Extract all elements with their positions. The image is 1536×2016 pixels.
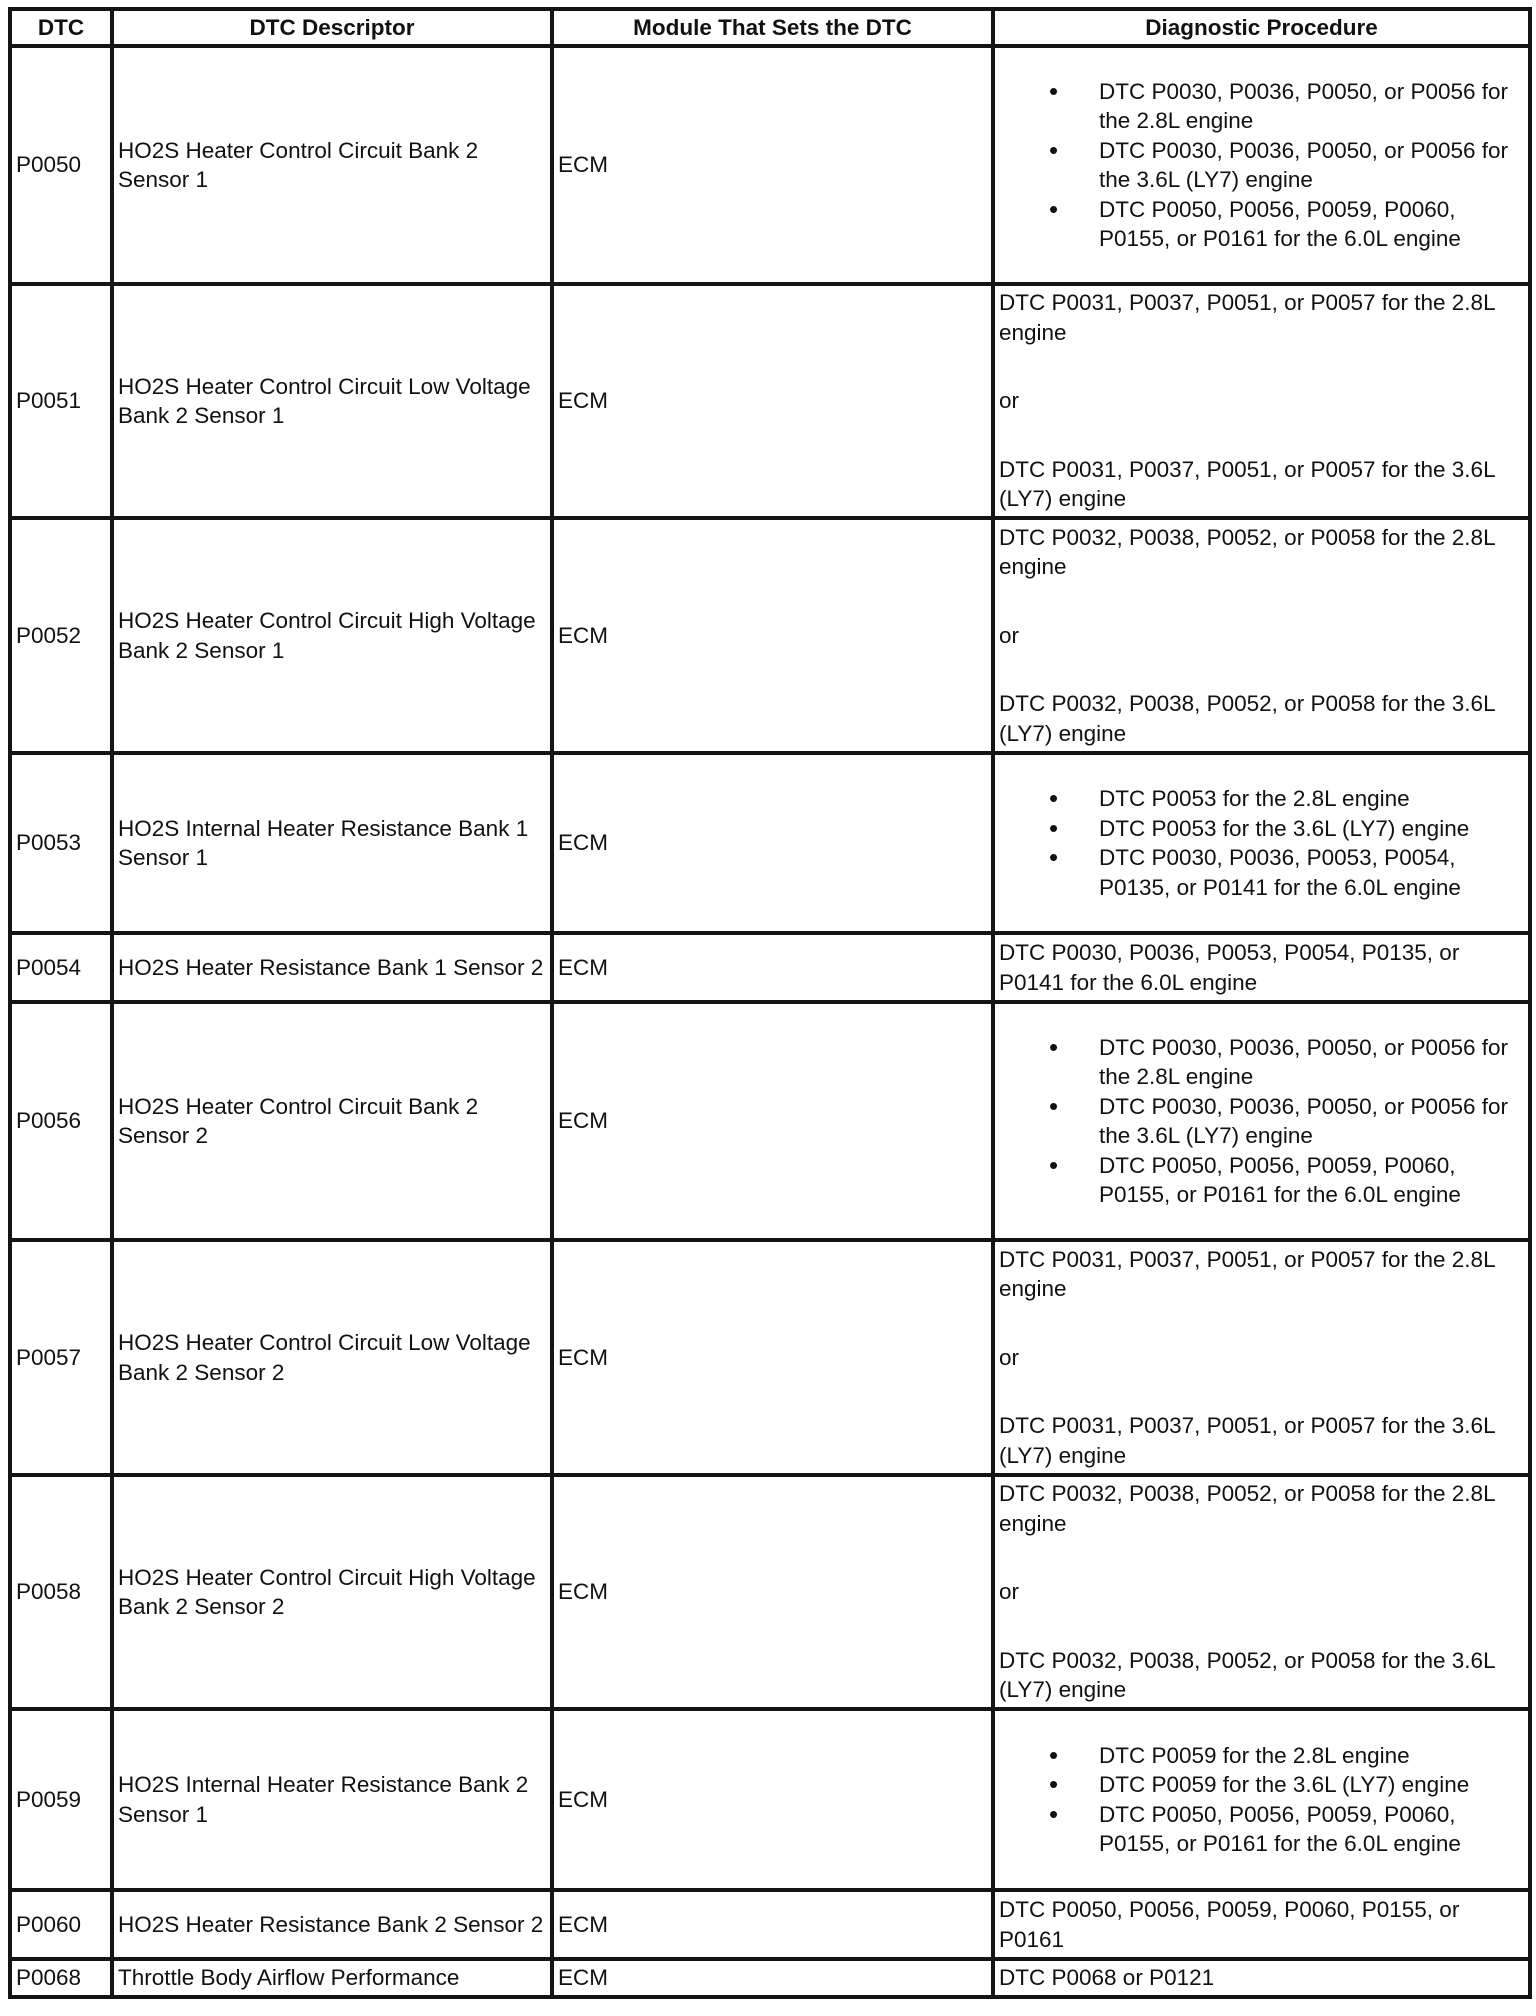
procedure-bullet: • DTC P0050, P0056, P0059, P0060, P0155, or P0161 for the 6.0L engine bbox=[1099, 195, 1524, 254]
dtc-descriptor: HO2S Heater Control Circuit Low Voltage Bank 2 Sensor 1 bbox=[112, 284, 552, 518]
procedure-or: or bbox=[999, 388, 1020, 414]
dtc-code: P0068 bbox=[10, 1959, 112, 1997]
table-row bbox=[10, 1890, 1530, 1959]
header-module: Module That Sets the DTC bbox=[552, 9, 993, 46]
procedure-bullet: • DTC P0030, P0036, P0050, or P0056 for the 3.6L (LY7) engine bbox=[1099, 1092, 1524, 1151]
diagnostic-procedure bbox=[993, 1002, 1530, 1240]
module-name: ECM bbox=[552, 46, 993, 284]
procedure-or: or bbox=[999, 1579, 1020, 1605]
dtc-descriptor: HO2S Internal Heater Resistance Bank 1 Sensor 1 bbox=[112, 753, 552, 933]
module-name: ECM bbox=[552, 1959, 993, 1997]
header-procedure: Diagnostic Procedure bbox=[993, 9, 1530, 46]
module-name: ECM bbox=[552, 518, 993, 753]
dtc-descriptor: HO2S Internal Heater Resistance Bank 2 Sensor 1 bbox=[112, 1709, 552, 1890]
diagnostic-procedure bbox=[993, 1709, 1530, 1890]
procedure-or: or bbox=[999, 622, 1020, 648]
procedure-option: DTC P0031, P0037, P0051, or P0057 for the 2.8L engine bbox=[999, 290, 1495, 345]
procedure-bullet: • DTC P0059 for the 3.6L (LY7) engine bbox=[1099, 1770, 1524, 1800]
diagnostic-procedure: DTC P0050, P0056, P0059, P0060, P0155, or P0161 bbox=[993, 1890, 1530, 1959]
dtc-code: P0056 bbox=[10, 1002, 112, 1240]
module-name: ECM bbox=[552, 1709, 993, 1890]
diagnostic-procedure bbox=[993, 46, 1530, 284]
diagnostic-procedure bbox=[993, 753, 1530, 933]
module-name: ECM bbox=[552, 1240, 993, 1475]
procedure-bullet: • DTC P0030, P0036, P0050, or P0056 for the 3.6L (LY7) engine bbox=[1099, 136, 1524, 195]
dtc-descriptor: Throttle Body Airflow Performance bbox=[112, 1959, 552, 1997]
procedure-option: DTC P0031, P0037, P0051, or P0057 for the 3.6L (LY7) engine bbox=[999, 456, 1495, 512]
procedure-bullet-list bbox=[999, 1033, 1524, 1210]
procedure-bullet: • DTC P0059 for the 2.8L engine bbox=[1099, 1741, 1524, 1771]
procedure-bullet-list bbox=[999, 784, 1524, 902]
dtc-descriptor: HO2S Heater Resistance Bank 1 Sensor 2 bbox=[112, 933, 552, 1002]
procedure-option: DTC P0032, P0038, P0052, or P0058 for the 2.8L engine bbox=[999, 1481, 1495, 1536]
procedure-option: DTC P0031, P0037, P0051, or P0057 for the 3.6L (LY7) engine bbox=[999, 1413, 1495, 1468]
module-name: ECM bbox=[552, 1002, 993, 1240]
module-name: ECM bbox=[552, 284, 993, 518]
procedure-or: or bbox=[999, 1344, 1020, 1370]
dtc-code: P0054 bbox=[10, 933, 112, 1002]
procedure-bullet: • DTC P0053 for the 3.6L (LY7) engine bbox=[1099, 814, 1524, 844]
procedure-bullet-list bbox=[999, 1741, 1524, 1859]
dtc-code: P0058 bbox=[10, 1475, 112, 1709]
table-row bbox=[10, 1240, 1530, 1475]
diagnostic-procedure: DTC P0030, P0036, P0053, P0054, P0135, or P0141 for the 6.0L engine bbox=[993, 933, 1530, 1002]
dtc-descriptor: HO2S Heater Control Circuit High Voltage Bank 2 Sensor 1 bbox=[112, 518, 552, 753]
dtc-code: P0057 bbox=[10, 1240, 112, 1475]
dtc-code: P0052 bbox=[10, 518, 112, 753]
dtc-code: P0051 bbox=[10, 284, 112, 518]
dtc-table-wrapper bbox=[8, 7, 1532, 1999]
dtc-descriptor: HO2S Heater Control Circuit Bank 2 Sensor 1 bbox=[112, 46, 552, 284]
dtc-code: P0053 bbox=[10, 753, 112, 933]
diagnostic-procedure bbox=[993, 518, 1530, 753]
module-name: ECM bbox=[552, 753, 993, 933]
procedure-option: DTC P0031, P0037, P0051, or P0057 for the 2.8L engine bbox=[999, 1246, 1495, 1302]
dtc-descriptor: HO2S Heater Resistance Bank 2 Sensor 2 bbox=[112, 1890, 552, 1959]
dtc-descriptor: HO2S Heater Control Circuit High Voltage Bank 2 Sensor 2 bbox=[112, 1475, 552, 1709]
table-row bbox=[10, 1002, 1530, 1240]
table-row bbox=[10, 753, 1530, 933]
header-row bbox=[10, 9, 1530, 46]
module-name: ECM bbox=[552, 1475, 993, 1709]
table-row bbox=[10, 518, 1530, 753]
procedure-bullet: • DTC P0030, P0036, P0050, or P0056 for the 2.8L engine bbox=[1099, 77, 1524, 136]
header-dtc: DTC bbox=[10, 9, 112, 46]
procedure-option: DTC P0032, P0038, P0052, or P0058 for the 3.6L (LY7) engine bbox=[999, 1647, 1495, 1703]
module-name: ECM bbox=[552, 933, 993, 1002]
procedure-bullet: • DTC P0030, P0036, P0053, P0054, P0135, or P0141 for the 6.0L engine bbox=[1099, 843, 1524, 902]
procedure-option: DTC P0032, P0038, P0052, or P0058 for the 2.8L engine bbox=[999, 524, 1495, 580]
dtc-code: P0050 bbox=[10, 46, 112, 284]
diagnostic-procedure bbox=[993, 1475, 1530, 1709]
dtc-descriptor: HO2S Heater Control Circuit Low Voltage Bank 2 Sensor 2 bbox=[112, 1240, 552, 1475]
procedure-option: DTC P0032, P0038, P0052, or P0058 for the 3.6L (LY7) engine bbox=[999, 691, 1495, 746]
dtc-table bbox=[8, 7, 1532, 1999]
procedure-bullet-list bbox=[999, 77, 1524, 254]
diagnostic-procedure bbox=[993, 1240, 1530, 1475]
diagnostic-procedure bbox=[993, 284, 1530, 518]
procedure-bullet: • DTC P0050, P0056, P0059, P0060, P0155, or P0161 for the 6.0L engine bbox=[1099, 1800, 1524, 1859]
table-row bbox=[10, 933, 1530, 1002]
table-row bbox=[10, 1709, 1530, 1890]
procedure-bullet: • DTC P0050, P0056, P0059, P0060, P0155, or P0161 for the 6.0L engine bbox=[1099, 1151, 1524, 1210]
dtc-code: P0060 bbox=[10, 1890, 112, 1959]
procedure-bullet: • DTC P0030, P0036, P0050, or P0056 for the 2.8L engine bbox=[1099, 1033, 1524, 1092]
table-row bbox=[10, 284, 1530, 518]
table-row bbox=[10, 1959, 1530, 1997]
header-descriptor: DTC Descriptor bbox=[112, 9, 552, 46]
dtc-descriptor: HO2S Heater Control Circuit Bank 2 Sensor 2 bbox=[112, 1002, 552, 1240]
table-row bbox=[10, 46, 1530, 284]
table-row bbox=[10, 1475, 1530, 1709]
dtc-code: P0059 bbox=[10, 1709, 112, 1890]
procedure-bullet: • DTC P0053 for the 2.8L engine bbox=[1099, 784, 1524, 814]
diagnostic-procedure: DTC P0068 or P0121 bbox=[993, 1959, 1530, 1997]
module-name: ECM bbox=[552, 1890, 993, 1959]
